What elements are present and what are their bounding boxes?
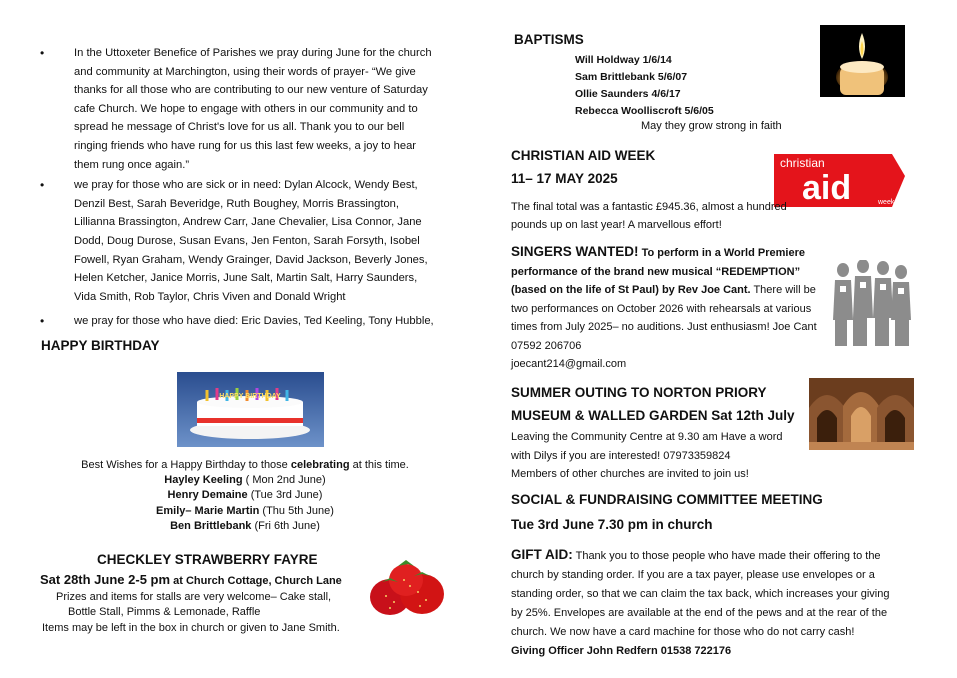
strawberries-image [360,552,453,622]
singers-section [511,243,831,374]
logo-week-text: week [878,199,895,206]
fayre-heading: CHECKLEY STRAWBERRY FAYRE [97,552,318,567]
logo-top-text: christian [780,156,825,170]
prayer-text: In the Uttoxeter Benefice of Parishes we pray during June for the church and community at Marchington, using their words of prayer- “We give thanks for all those who are contributing to our new venture of Saturday cafe Church. We hope to engage with others in our community and to spread he message of Christ's love for us all. Thank you to our bell ringing friends who have rung for us this last few weeks, a joy to hear them rung once again.” [74,47,432,171]
outing-line: Leaving the Community Centre at 9.30 am Have a word [511,431,783,443]
prayer-list [40,44,440,331]
baptism-list [575,52,714,120]
committee-heading [511,488,823,536]
singers-bold: To perform in a World Premiere performance of the brand new musical [511,247,805,278]
baptism-entry: Rebecca Woolliscroft 5/6/05 [575,105,714,117]
cake-text: HAPPY BIRTHDAY [219,393,281,400]
christian-aid-dates: 11– 17 MAY 2025 [511,171,618,186]
outing-line: with Dilys if you are interested! 07973359824 [511,449,731,462]
fayre-line: Items may be left in the box in church or given to Jane Smith. [42,621,340,634]
bullet-icon: • [40,314,45,329]
baptism-entry: Ollie Saunders 4/6/17 [575,88,681,100]
person-date: (Tue 3rd June) [247,489,323,502]
right-column [478,0,957,678]
person-name: Emily– Marie Martin [156,504,260,517]
singers-text: There will be two performances on October 2026 with rehearsals at various times from July 2025– no auditions. Just enthusiasm! Joe Cant 07592 206706 [511,284,817,352]
wishes-bold: celebrating [290,459,350,471]
candle-image [820,25,905,97]
person-name: Henry Demaine [167,489,248,502]
outing-heading [511,381,795,427]
wishes-line [40,458,450,473]
baptism-entry: Will Holdway 1/6/14 [575,54,672,66]
prayer-item [40,176,440,306]
birthday-wishes [40,458,450,534]
birthday-cake-image [177,372,324,447]
person-date: (Fri 6th June) [251,519,320,532]
christian-aid-heading [511,144,655,190]
bullet-icon: • [40,46,45,60]
fayre-when: Sat 28th June 2-5 pm [40,572,171,587]
gift-aid-section [511,545,903,661]
left-column [0,0,478,678]
fayre-details [40,572,360,636]
outing-title: SUMMER OUTING TO NORTON PRIORY [511,385,767,400]
wishes-suffix: at this time. [349,459,409,471]
gift-aid-officer: Giving Officer John Redfern 01538 722176 [511,645,732,657]
singers-email: joecant214@gmail.com [511,358,627,370]
birthday-person [40,519,450,534]
christian-aid-text: The final total was a fantastic £945.36, almost a hundred pounds up on last year! A marvellous effort! [511,201,787,231]
outing-line: Members of other churches are invited to join us! [511,468,749,480]
birthday-heading: HAPPY BIRTHDAY [41,338,160,353]
birthday-person [40,488,450,503]
prayer-text: we pray for those who are sick or in need: Dylan Alcock, Wendy Best, Denzil Best, Sarah Beveridge, Ruth Boughey, Morris Brassington, Lillianna Brassington, Andrew Carr, Jane Chevalier, Lisa Connor, Jane Dodd, Doug Durose, Susan Evans, Jen Fenton, Sarah Forsyth, Isobel Fowell, Ryan Graham, Wendy Grainger, David Jackson, Beverly Jones, Helen Ketcher, Janice Morris, June Salt, Martin Salt, Harry Saunders, Vida Smith, Rob Taylor, Chris Viven and Donald Wright [74,179,428,303]
gift-aid-text: Thank you to those people who have made their offering to the church by standing order. If you are a tax payer, please use envelopes or a standing order, so that we can claim the tax back, which increases your giving by 25%. Envelopes are available at the end of the pews and at the rear of the church. We now have a card machine for those who do not carry cash! [511,550,890,638]
person-name: Ben Brittlebank [170,519,252,532]
singers-title: SINGERS WANTED! [511,244,639,259]
choir-icon [831,260,913,348]
baptisms-heading: BAPTISMS [514,32,584,47]
fayre-line: Prizes and items for stalls are very welcome– Cake stall, [56,590,332,603]
gift-aid-title: GIFT AID: [511,547,573,562]
priory-image [809,378,914,450]
fayre-where: at Church Cottage, Church Lane [170,575,342,587]
logo-main-text: aid [802,169,852,207]
birthday-person [40,504,450,519]
prayer-text: we pray for those who have died: Eric Davies, Ted Keeling, Tony Hubble, [74,315,434,328]
person-date: ( Mon 2nd June) [242,474,326,487]
christian-aid-title: CHRISTIAN AID WEEK [511,148,656,163]
bullet-icon: • [40,178,45,193]
prayer-item [40,44,440,174]
fayre-line: Bottle Stall, Pimms & Lemonade, Raffle [68,606,261,618]
wishes-prefix: Best Wishes for a Happy Birthday to those [81,459,291,471]
outing-title: MUSEUM & WALLED GARDEN Sat 12th July [511,408,795,423]
person-date: (Thu 5th June) [259,504,334,517]
fayre-when-line [40,572,360,590]
baptism-entry: Sam Brittlebank 5/6/07 [575,71,688,83]
singers-bold: “REDEMPTION” (based on the life of St Paul) by Rev Joe Cant. [511,265,801,296]
person-name: Hayley Keeling [164,474,243,487]
committee-when: Tue 3rd June 7.30 pm in church [511,517,713,532]
baptism-blessing: May they grow strong in faith [641,120,782,132]
committee-title: SOCIAL & FUNDRAISING COMMITTEE MEETING [511,492,823,507]
prayer-item [40,312,440,331]
outing-details [511,428,782,484]
birthday-person [40,473,450,488]
